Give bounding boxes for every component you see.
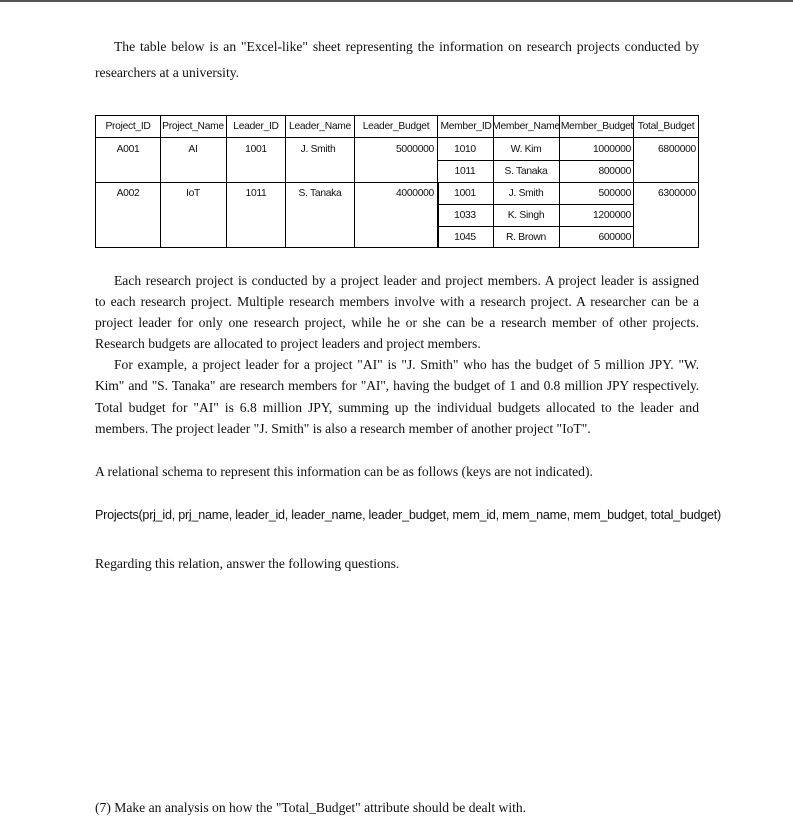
cell-leader-name: S. Tanaka <box>298 188 342 199</box>
cell-member-budget: 1000000 <box>593 144 631 155</box>
para1-line: to each research project. Multiple research members involve with a research project. A researcher can be a <box>95 294 699 309</box>
question-7: (7) Make an analysis on how the "Total_Budget" attribute should be dealt with. <box>95 800 527 815</box>
cell-member-name: J. Smith <box>508 188 544 199</box>
para1-line: project leader for only one research project, while he or she can be a research member of other projects. <box>95 315 699 330</box>
member-row-divider <box>438 226 634 227</box>
cell-member-budget: 800000 <box>598 166 631 177</box>
header-total-budget: Total_Budget <box>637 121 695 132</box>
cell-member-name: K. Singh <box>507 210 545 221</box>
cell-member-budget: 600000 <box>598 232 631 243</box>
top-rule <box>0 0 793 2</box>
cell-total-budget: 6800000 <box>658 144 696 155</box>
para2-line: Total budget for "AI" is 6.8 million JPY, summing up the individual budgets allocated to the leader and <box>95 400 699 415</box>
project-divider <box>95 182 699 183</box>
cell-member-id: 1033 <box>454 210 476 221</box>
cell-member-budget: 500000 <box>598 188 631 199</box>
projects-table <box>95 115 699 248</box>
member-row-divider <box>438 204 634 205</box>
header-leader-name: Leader_Name <box>289 121 351 132</box>
para2-line: members. The project leader "J. Smith" is also a research member of another project "IoT". <box>95 421 591 436</box>
para2-line: Kim" and "S. Tanaka" are research members for "AI", having the budget of 1 and 0.8 million JPY respectively. <box>95 378 699 393</box>
cell-member-name: S. Tanaka <box>504 166 548 177</box>
header-divider <box>95 137 699 138</box>
cell-member-id: 1001 <box>454 188 476 199</box>
relational-schema: Projects(prj_id, prj_name, leader_id, leader_name, leader_budget, mem_id, mem_name, mem_budget, total_budget) <box>95 508 721 522</box>
header-leader-id: Leader_ID <box>233 121 279 132</box>
header-member-name: Member_Name <box>492 121 560 132</box>
cell-member-budget: 1200000 <box>593 210 631 221</box>
member-row-divider <box>438 160 634 161</box>
header-project-name: Project_Name <box>162 121 224 132</box>
para1-line: Each research project is conducted by a project leader and project members. A project leader is assigned <box>114 273 699 288</box>
header-project-id: Project_ID <box>105 121 151 132</box>
cell-project-name: AI <box>188 144 198 155</box>
cell-project-id: A002 <box>116 188 140 199</box>
cell-total-budget: 6300000 <box>658 188 696 199</box>
header-member-budget: Member_Budget <box>560 121 634 132</box>
col-divider <box>493 182 494 248</box>
cell-project-id: A001 <box>116 144 140 155</box>
para1-line: Research budgets are allocated to project leaders and project members. <box>95 336 481 351</box>
header-member-id: Member_ID <box>440 121 492 132</box>
cell-leader-budget: 5000000 <box>396 144 434 155</box>
intro-line-2: researchers at a university. <box>95 65 240 80</box>
cell-leader-budget: 4000000 <box>396 188 434 199</box>
cell-project-name: IoT <box>186 188 200 199</box>
para2-line: For example, a project leader for a project "AI" is "J. Smith" who has the budget of 5 million JPY. "W. <box>114 357 699 372</box>
cell-member-name: R. Brown <box>506 232 546 243</box>
cell-member-name: W. Kim <box>510 144 542 155</box>
cell-leader-name: J. Smith <box>300 144 336 155</box>
schema-intro: A relational schema to represent this information can be as follows (keys are not indicated). <box>95 464 593 479</box>
col-divider <box>438 182 439 248</box>
regarding-text: Regarding this relation, answer the following questions. <box>95 556 400 571</box>
col-divider <box>559 182 560 248</box>
cell-leader-id: 1011 <box>245 188 267 199</box>
cell-member-id: 1010 <box>454 144 476 155</box>
cell-leader-id: 1001 <box>245 144 267 155</box>
header-leader-budget: Leader_Budget <box>362 121 430 132</box>
cell-member-id: 1045 <box>454 232 476 243</box>
cell-member-id: 1011 <box>454 166 476 177</box>
intro-line-1: The table below is an "Excel-like" sheet representing the information on research projects conducted by <box>114 39 699 54</box>
